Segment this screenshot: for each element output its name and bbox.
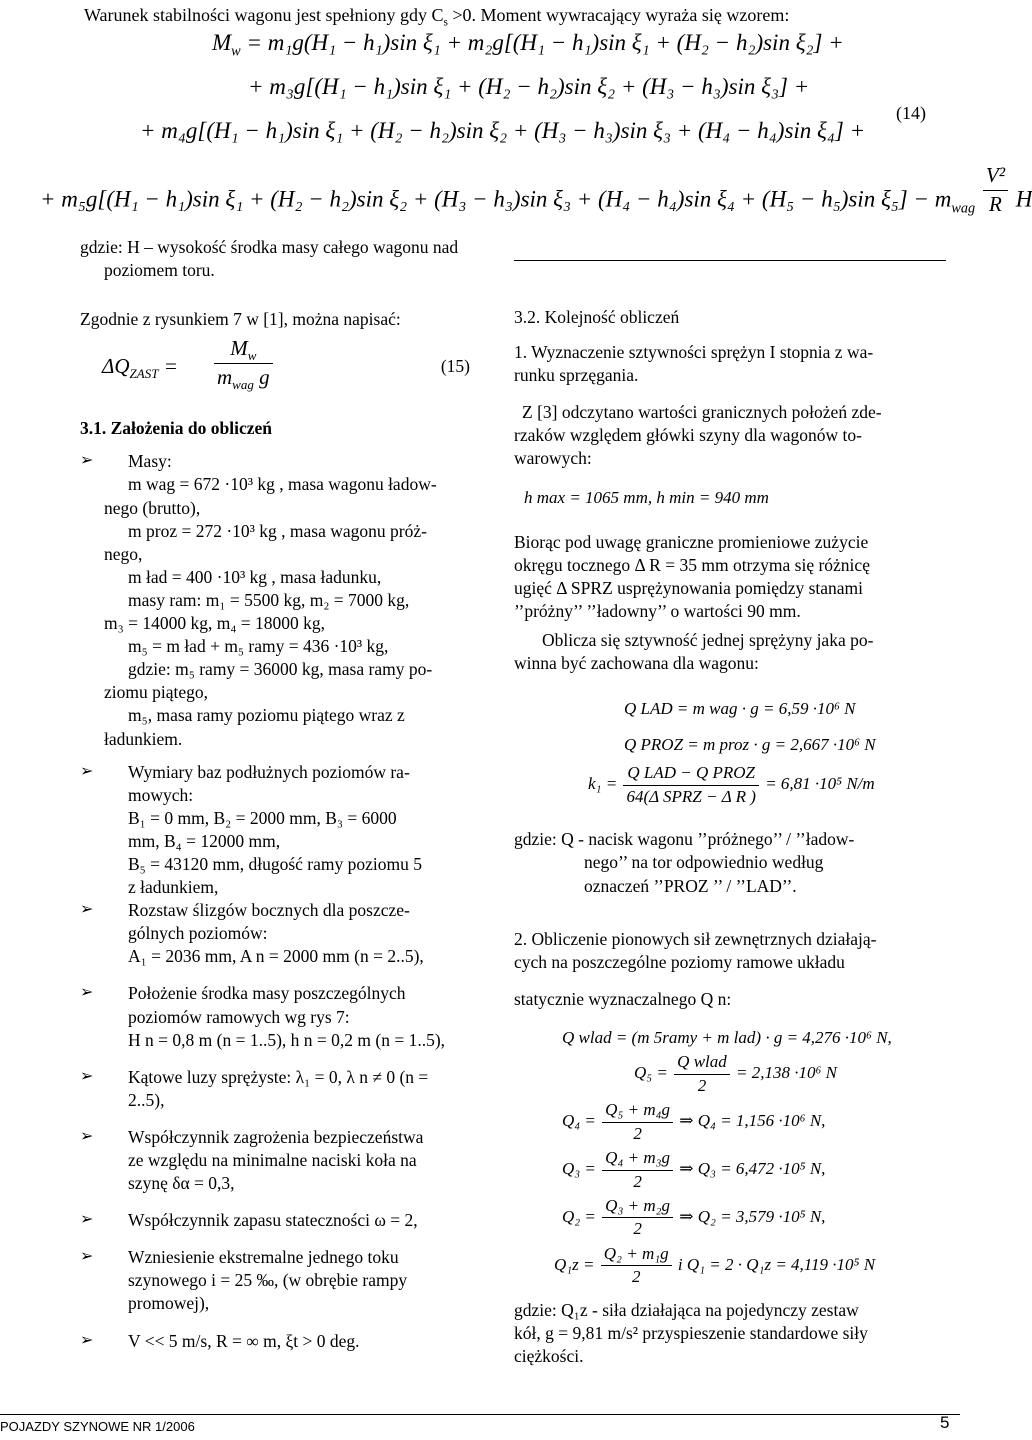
q5-equation: Q₅ = $\frac{\text{Q wlad}}{2}$ = 2,138 ·10⁶ N <box>634 1052 837 1095</box>
step-1-text: 1. Wyznaczenie sztywności sprężyn I stopnia z wa- <box>514 342 874 363</box>
eq15-fraction: $M_w$ $m_{wag}$ g <box>214 335 273 391</box>
hmax-hmin-equation: h max = 1065 mm, h min = 940 mm <box>524 487 769 507</box>
q2-equation: Q₂ = $\frac{\text{Q₃ + m₂g}}{2}$ ⇒ Q₂ = 3,579 ·10⁵ N, <box>562 1195 826 1239</box>
bullet-rozstaw: ➢ Rozstaw ślizgów bocznych dla poszcze- gólnych poziomów: A₁ = 2036 mm, A n = 2000 mm (n = 2..5), <box>80 900 424 967</box>
footer-rule <box>0 1414 960 1415</box>
bullet-predkosc: ➢ V << 5 m/s, R = ∞ m, ξt > 0 deg. <box>80 1330 360 1351</box>
arrow-bullet-icon: ➢ <box>80 1067 94 1085</box>
definition-H-cont: poziomem toru. <box>104 260 215 281</box>
qproz-equation: Q PROZ = m proz · g = 2,667 ·10⁶ N <box>624 735 876 754</box>
arrow-bullet-icon: ➢ <box>80 1248 94 1266</box>
intro-line: Warunek stabilności wagonu jest spełniony gdy $C_s >0$. Moment wywracający wyraża się wzorem: <box>84 5 790 29</box>
section-3-2: 3.2. Kolejność obliczeń <box>514 307 680 327</box>
left-column <box>80 236 480 1353</box>
bullet-polozenie: ➢ Położenie środka masy poszczególnych poziomów ramowych wg rys 7: H n = 0,8 m (n = 1..5), h n = 0,2 m (n = 1..5), <box>80 983 446 1050</box>
bullet-katowe: ➢ Kątowe luzy sprężyste: λ₁ = 0, λ n ≠ 0 (n = 2..5), <box>80 1066 429 1110</box>
q1-equation: Q₁z = $\frac{\text{Q₂ + m₁g}}{2}$ i Q₁ = 2 · Q₁z = 4,119 ·10⁵ N <box>554 1243 876 1287</box>
arrow-bullet-icon: ➢ <box>80 452 94 470</box>
page-number: 5 <box>940 1413 950 1432</box>
eq14-row-1: $M_w = m_1g(H_1 - h_1)\sin$ ξ₁ + m₂g[(H₁ − h₁)sin ξ₁ + (H₂ − h₂)sin ξ₂] + <box>212 30 844 60</box>
arrow-bullet-icon: ➢ <box>80 1211 94 1229</box>
definition-H: gdzie: H – wysokość środka masy całego wagonu nad <box>80 237 459 257</box>
arrow-bullet-icon: ➢ <box>80 762 94 780</box>
bullet-masy: ➢ Masy: m wag = 672 ·10³ kg , masa wagonu ładow- nego (brutto), m proz = 272 ·10³ kg , masa wagonu próż- nego, m ład = 400 ·10³ kg , masa ładunku, masy ram: m₁ = 5500 kg, m₂ = 7000 kg, m₃ = 14000 kg, m₄ = 18000 kg, m₅ = m ład + m₅ ramy = 436 ·10³ kg, gdzie: m₅ ramy = 36000 kg, masa ramy po- ziomu piątego, m₅, masa ramy poziomu piątego wraz z ładunkiem. <box>80 451 437 749</box>
bullet-wspolczynnik: ➢ Współczynnik zagrożenia bezpieczeństwa ze względu na minimalne naciski koła na szynę δα = 0,3, <box>80 1126 424 1194</box>
bullet-wzniesienie: ➢ Wzniesienie ekstremalne jednego toku szynowego i = 25 ‰, (w obrębie rampy promowej), <box>80 1247 408 1314</box>
zgodnie-text: Zgodnie z rysunkiem 7 w [1], można napisać: <box>80 309 401 330</box>
bullet-wymiary: ➢ Wymiary baz podłużnych poziomów ra- mowych: B₁ = 0 mm, B₂ = 2000 mm, B₃ = 6000 mm, B₄ = 12000 mm, B₅ = 43120 mm, długość ramy poziomu 5 z ładunkiem, <box>80 761 423 898</box>
step-2-text: 2. Obliczenie pionowych sił zewnętrznych działają- <box>514 928 877 949</box>
qlad-equation: Q LAD = m wag · g = 6,59 ·10⁶ N <box>624 698 856 718</box>
eq14-row-2: + m₃g[(H₁ − h₁)sin ξ₁ + (H₂ − h₂)sin ξ₂ + (H₃ − h₃)sin ξ₃] + <box>248 74 810 99</box>
k1-equation: k₁ = $\frac{\text{Q LAD − Q PROZ}}{\text{64(Δ SPRZ − Δ R )}}$ = 6,81 ·10⁵ N/m <box>588 763 875 806</box>
q3-equation: Q₃ = $\frac{\text{Q₄ + m₃g}}{2}$ ⇒ Q₃ = 6,472 ·10⁵ N, <box>562 1148 826 1191</box>
equation-number-15: (15) <box>440 356 470 377</box>
v2-over-r-fraction: $\frac{\text{V²}}{R}$ <box>983 162 1008 218</box>
definition-Q1z: gdzie: Q₁z - siła działająca na pojedynczy zestaw <box>514 1299 859 1320</box>
q4-equation: Q₄ = $\frac{\text{Q₅ + m₄g}}{2}$ ⇒ Q₄ = 1,156 ·10⁶ N, <box>562 1100 826 1143</box>
definition-Q: gdzie: Q - nacisk wagonu ’’próżnego’’ / ’’ładow- <box>514 829 855 850</box>
eq14-row-3: + m₄g[(H₁ − h₁)sin ξ₁ + (H₂ − h₂)sin ξ₂ + (H₃ − h₃)sin ξ₃ + (H₄ − h₄)sin ξ₄] + <box>140 118 866 143</box>
eq14-row-4: + m₅g[(H₁ − h₁)sin ξ₁ + (H₂ − h₂)sin ξ₂ + (H₃ − h₃)sin ξ₃ + (H₄ − h₄)sin ξ₄ + (H₅ − h₅)sin $\xi_5] - m_{wag}$ $\frac{\text{V²}}{R}$ H <box>40 162 1032 218</box>
journal-name: POJAZDY SZYNOWE NR 1/2006 <box>0 1419 195 1434</box>
equation-15: $\Delta Q_{ZAST}$ = $M_w$ $m_{wag}$ g (15) <box>102 336 470 393</box>
equation-number-14: (14) <box>896 103 926 123</box>
qwlad-equation: Q wlad = (m 5ramy + m lad) · g = 4,276 ·10⁶ N, <box>562 1027 892 1047</box>
arrow-bullet-icon: ➢ <box>80 984 94 1002</box>
bullet-zapas: ➢ Współczynnik zapasu stateczności ω = 2, <box>80 1210 418 1231</box>
right-column: 3.2. Kolejność obliczeń 1. Wyznaczenie sztywności sprężyn I stopnia z wa- runku sprzęgania. Z [3] odczytano wartości granicznych położeń zde- rzaków względem główki szyny dla wagonów to- warowych: h max = 1065 mm, h min = 940 mm Biorąc pod uwagę graniczne promieniowe zużycie okręgu tocznego Δ R = 35 mm otrzyma się różnicę ugięć Δ SPRZ usprężynowania pomiędzy stanami ’’próżny’’ ’’ładowny’’ o wartości 90 mm. Oblicza się sztywność jednej sprężyny jaka po- winna być zachowana dla wagonu: Q LAD = m wag · g = 6,59 ·10⁶ N Q PROZ = m proz · g = 2,667 ·10⁶ N k₁ = $\frac{\text{Q LAD − Q PROZ}}{\text{64(Δ SPRZ − Δ R )}}$ = 6,81 ·10⁵ N/m gdzie: Q - nacisk wagonu ’’próżnego’’ / ’’ładow- nego’’ na tor odpowiednio według oznaczeń ’’PROZ ’’ / ’’LAD’’. 2. Obliczenie pionowych sił zewnętrznych działają- cych na poszczególne poziomy ramowe układu statycznie wyznaczalnego Q n: Q wlad = (m 5ramy + m lad) · g = 4,276 ·10⁶ N, Q₅ = $\frac{\text{Q wlad}}{2}$ = 2,138 ·10⁶ N Q₄ = $\frac{\text{Q₅ + m₄g}}{2}$ ⇒ Q₄ = 1,156 ·10⁶ N, Q₃ = $\frac{\text{Q₄ + m₃g}}{2}$ ⇒ Q₃ = 6,472 ·10⁵ N, Q₂ = $\frac{\text{Q₃ + m₂g}}{2}$ ⇒ Q₂ = 3,579 ·10⁵ N, Q₁z = $\frac{\text{Q₂ + m₁g}}{2}$ i Q₁ = 2 · Q₁z = 4,119 ·10⁵ N gdzie: Q₁z - siła działająca na pojedynczy zestaw kół, g = 9,81 m/s² przyspieszenie standardowe siły ciężkości. <box>514 236 960 1368</box>
arrow-bullet-icon: ➢ <box>80 1331 94 1349</box>
arrow-bullet-icon: ➢ <box>80 1127 94 1145</box>
section-3-1: 3.1. Założenia do obliczeń <box>80 418 273 439</box>
arrow-bullet-icon: ➢ <box>80 901 94 919</box>
equation-14 <box>40 28 1032 218</box>
